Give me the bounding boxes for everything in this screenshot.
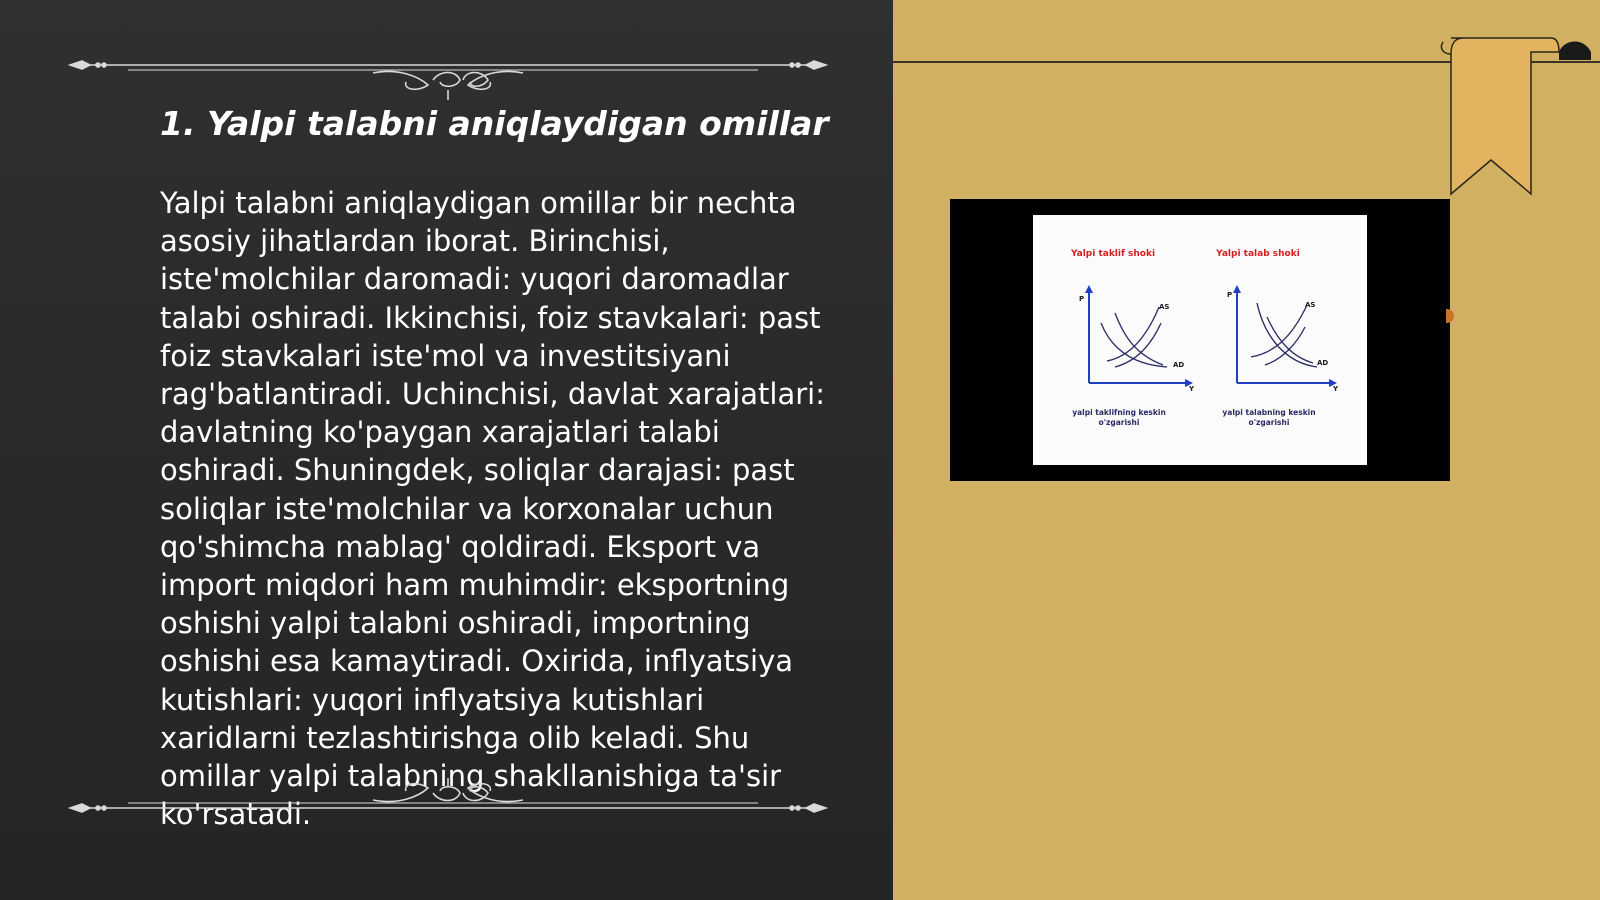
- slide-body-text: Yalpi talabni aniqlaydigan omillar bir nechta asosiy jihatlardan iborat. Birinchisi, iste'molchilar daromadi: yuqori daromadlar talabi oshiradi. Ikkinchisi, foiz stavkalari: past foiz stavkalari iste'mol va investitsiyani rag'batlantiradi. Uchinchisi, davlat xarajatlari: davlatning ko'paygan xarajatlari talabi oshiradi. Shuningdek, soliqlar darajasi: past soliqlar iste'molchilar va korxonalar uchun qo'shimcha mablag' qoldiradi. Eksport va import miqdori ham muhimdir: eksportning oshishi yalpi talabni oshiradi, importning oshishi esa kamaytiradi. Oxirida, inflyatsiya kutishlari: yuqori inflyatsiya kutishlari xaridlarni tezlashtirishga olib keladi. Shu omillar yalpi talabning shakllanishiga ta'sir ko'rsatadi.: [160, 186, 825, 832]
- edge-marker: [1446, 309, 1454, 323]
- right-axis-y-label: Y: [1333, 385, 1339, 393]
- left-ad-label: AD: [1173, 361, 1185, 369]
- left-supply-shock-graph: [1067, 283, 1197, 393]
- right-ad-label: AD: [1317, 359, 1329, 367]
- right-image-panel: [893, 0, 1600, 900]
- left-axis-y-label: Y: [1189, 385, 1195, 393]
- ribbon-bookmark-icon: [1433, 34, 1593, 204]
- slide-title: 1. Yalpi talabni aniqlaydigan omillar: [160, 104, 829, 143]
- left-axis-p-label: P: [1079, 295, 1085, 303]
- right-figure-caption: yalpi talabning keskin o'zgarishi: [1222, 408, 1316, 427]
- right-as-label: AS: [1305, 301, 1316, 309]
- left-figure-title: Yalpi taklif shoki: [1070, 249, 1156, 259]
- figure-frame: [950, 199, 1450, 481]
- left-as-label: AS: [1159, 303, 1170, 311]
- scroll-divider-ornament-icon: [68, 778, 828, 838]
- right-figure-title: Yalpi talab shoki: [1216, 249, 1300, 259]
- right-axis-p-label: P: [1227, 291, 1233, 299]
- scroll-divider-ornament-icon: [68, 40, 828, 100]
- left-figure-caption: yalpi taklifning keskin o'zgarishi: [1072, 408, 1166, 427]
- right-demand-shock-graph: [1221, 283, 1351, 393]
- economics-figure: [1033, 215, 1367, 465]
